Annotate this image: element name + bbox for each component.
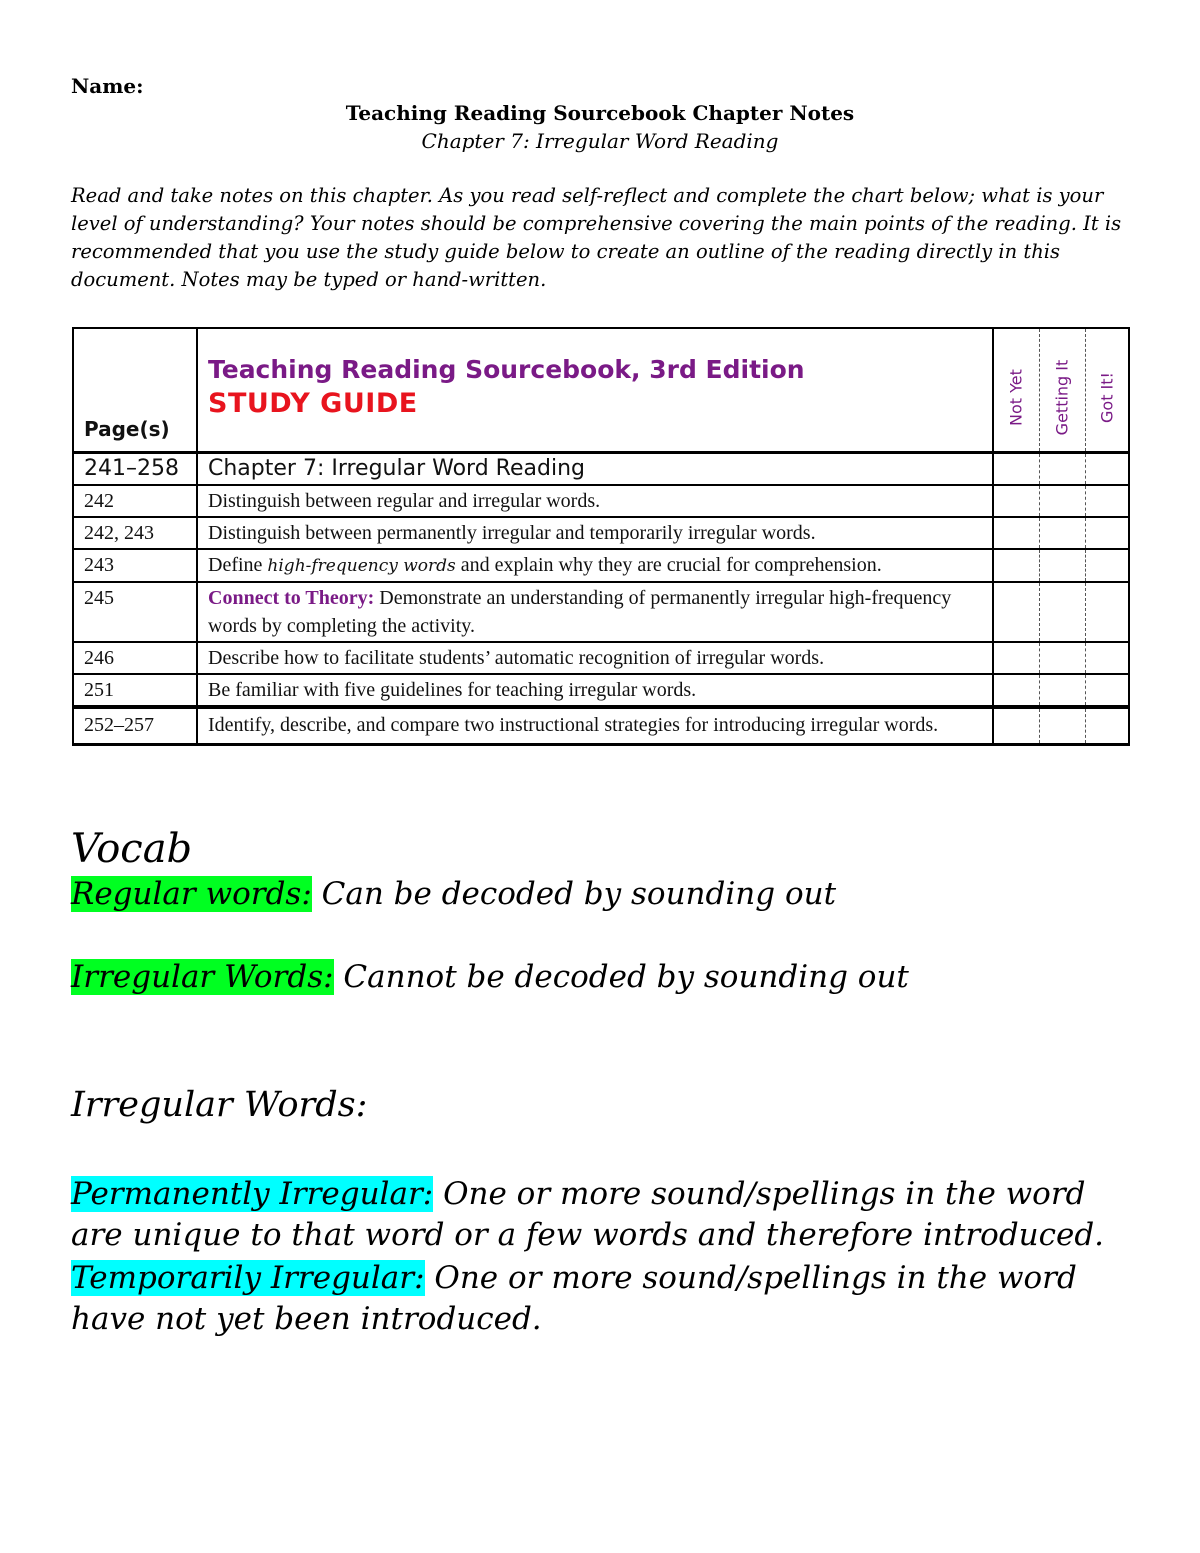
rating-cell[interactable] — [1085, 453, 1129, 486]
chapter-row — [73, 453, 1129, 486]
document-title: Teaching Reading Sourcebook Chapter Notes — [345, 101, 855, 125]
chapter-title: Chapter 7: Irregular Word Reading — [197, 453, 993, 486]
row-text: Be familiar with five guidelines for teaching irregular words. — [197, 674, 993, 707]
rating-header-not-yet: Not Yet — [993, 328, 1039, 453]
rating-cell[interactable] — [993, 642, 1039, 674]
table-row — [73, 642, 1129, 674]
regular-words-entry — [71, 876, 836, 912]
row-text-emphasis: high-frequency words — [267, 556, 456, 576]
regular-words-definition: Can be decoded by sounding out — [311, 876, 837, 912]
chapter-pages: 241–258 — [73, 453, 197, 486]
rating-cell[interactable] — [1039, 642, 1085, 674]
row-text-prefix: Define — [208, 554, 268, 576]
table-row — [73, 549, 1129, 582]
permanently-irregular-definition: One or more sound/spellings in the word are unique to that word or a few words and therefore introduced. — [71, 1176, 1105, 1253]
row-text: Distinguish between permanently irregular and temporarily irregular words. — [197, 517, 993, 549]
rating-cell[interactable] — [1085, 707, 1129, 745]
row-text-rest: and explain why they are crucial for comprehension. — [455, 554, 882, 576]
table-row — [73, 674, 1129, 707]
rating-cell[interactable] — [993, 485, 1039, 517]
rating-cell[interactable] — [993, 707, 1039, 745]
row-text-rest: Demonstrate an understanding of permanently irregular high-frequency words by completing the activity. — [208, 587, 952, 637]
rating-cell[interactable] — [1039, 549, 1085, 582]
irregular-words-term: Irregular Words: — [71, 959, 334, 995]
rating-header-getting-it: Getting It — [1039, 328, 1085, 453]
table-row — [73, 707, 1129, 745]
regular-words-term: Regular words: — [71, 876, 312, 912]
row-pages: 252–257 — [73, 707, 197, 745]
irregular-words-heading: Irregular Words: — [71, 1085, 368, 1125]
row-pages: 246 — [73, 642, 197, 674]
rating-cell[interactable] — [1085, 517, 1129, 549]
row-pages: 242 — [73, 485, 197, 517]
rating-header-got-it: Got It! — [1085, 328, 1129, 453]
vocab-heading: Vocab — [71, 826, 193, 872]
temporarily-irregular-term: Temporarily Irregular: — [71, 1260, 425, 1296]
permanently-irregular-term: Permanently Irregular: — [71, 1176, 434, 1212]
rating-cell[interactable] — [1039, 517, 1085, 549]
rating-cell[interactable] — [1039, 453, 1085, 486]
rating-cell[interactable] — [993, 549, 1039, 582]
study-guide-title — [197, 328, 993, 453]
rating-cell[interactable] — [1039, 485, 1085, 517]
rating-cell[interactable] — [1085, 549, 1129, 582]
pages-column-header: Page(s) — [73, 328, 197, 453]
name-label: Name: — [71, 74, 144, 98]
rating-cell[interactable] — [1085, 582, 1129, 642]
instructions-paragraph: Read and take notes on this chapter. As you read self-reflect and complete the chart below; what is your level of understanding? Your notes should be comprehensive covering the main points of the reading. It is recommended that you use the study guide below to create an outline of the reading directly in this document. Notes may be typed or hand-written. — [71, 184, 1122, 291]
row-pages: 251 — [73, 674, 197, 707]
table-row — [73, 485, 1129, 517]
rating-cell[interactable] — [1039, 674, 1085, 707]
table-row — [73, 517, 1129, 549]
study-guide-title-edition: Teaching Reading Sourcebook, 3rd Edition — [208, 355, 805, 384]
temporarily-irregular-definition: One or more sound/spellings in the word have not yet been introduced. — [71, 1260, 1077, 1337]
rating-cell[interactable] — [993, 674, 1039, 707]
connect-to-theory-label: Connect to Theory: — [208, 587, 375, 609]
rating-cell[interactable] — [993, 517, 1039, 549]
temporarily-irregular-entry — [71, 1258, 1141, 1340]
row-pages: 242, 243 — [73, 517, 197, 549]
rating-cell[interactable] — [1039, 707, 1085, 745]
rating-cell[interactable] — [1085, 485, 1129, 517]
rating-cell[interactable] — [993, 453, 1039, 486]
study-guide-header-row — [73, 328, 1129, 453]
rating-cell[interactable] — [1085, 642, 1129, 674]
rating-cell[interactable] — [1085, 674, 1129, 707]
row-pages: 243 — [73, 549, 197, 582]
study-guide-title-label: STUDY GUIDE — [208, 388, 418, 419]
irregular-words-entry — [71, 959, 909, 995]
table-row — [73, 582, 1129, 642]
permanently-irregular-entry — [71, 1174, 1141, 1256]
row-text — [197, 582, 993, 642]
rating-cell[interactable] — [1039, 582, 1085, 642]
row-text: Distinguish between regular and irregular words. — [197, 485, 993, 517]
document-subtitle: Chapter 7: Irregular Word Reading — [421, 129, 779, 153]
study-guide-table — [72, 327, 1130, 746]
rating-cell[interactable] — [993, 582, 1039, 642]
row-text — [197, 549, 993, 582]
row-text: Identify, describe, and compare two instructional strategies for introducing irregular words. — [197, 707, 993, 745]
irregular-words-definition: Cannot be decoded by sounding out — [333, 959, 909, 995]
row-pages: 245 — [73, 582, 197, 642]
row-text: Describe how to facilitate students’ automatic recognition of irregular words. — [197, 642, 993, 674]
